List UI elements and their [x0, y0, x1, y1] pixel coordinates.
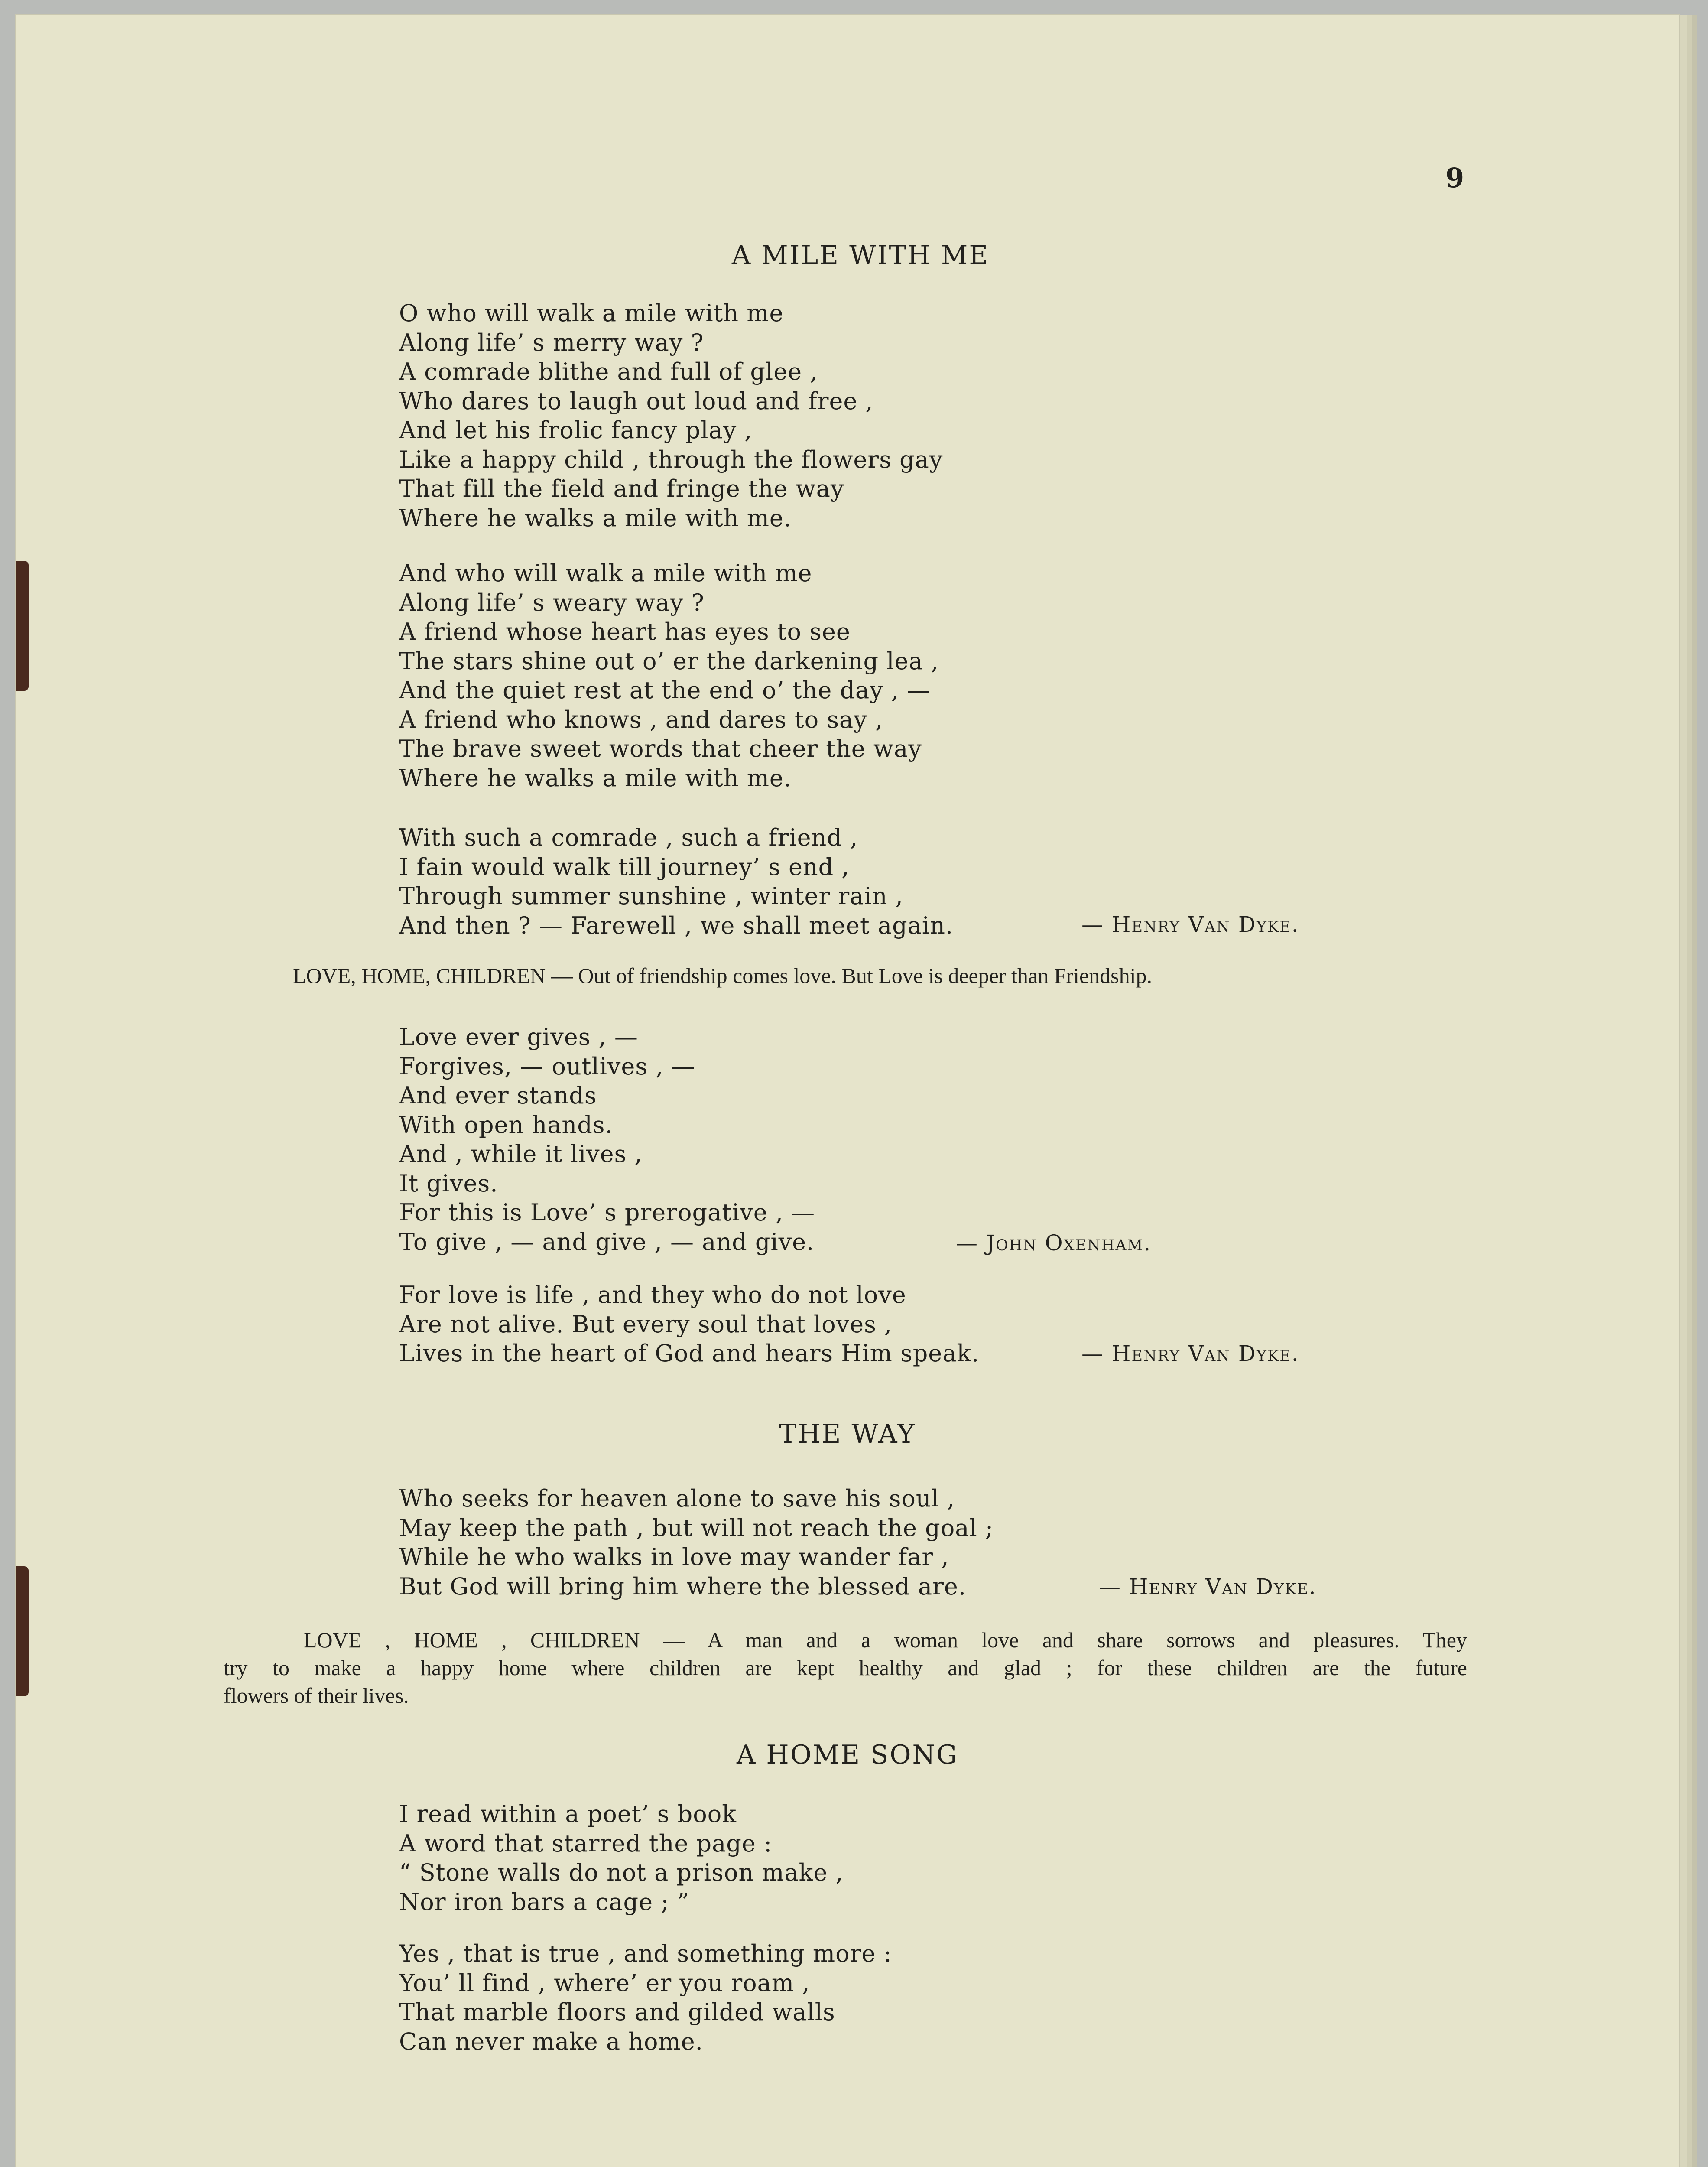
- poem-line: I read within a poet’ s book: [399, 1800, 737, 1828]
- poem-line: Through summer sunshine , winter rain ,: [399, 882, 903, 910]
- poem-line: That marble floors and gilded walls: [399, 1998, 835, 2026]
- poem-line: A friend who knows , and dares to say ,: [399, 706, 883, 733]
- poem-line: Love ever gives , —: [399, 1023, 638, 1051]
- poem-line: Can never make a home.: [399, 2027, 703, 2055]
- attribution: — Henry Van Dyke.: [1099, 1574, 1317, 1599]
- prose-line: try to make a happy home where children are kept healthy and glad ; for these children are the future: [224, 1656, 1467, 1680]
- poem-line: Are not alive. But every soul that loves ,: [399, 1310, 893, 1338]
- poem-line: I fain would walk till journey’ s end ,: [399, 853, 850, 881]
- poem-line: Forgives, — outlives , —: [399, 1052, 695, 1080]
- poem-line: A comrade blithe and full of glee ,: [399, 358, 818, 385]
- attribution: — Henry Van Dyke.: [1081, 1341, 1299, 1366]
- poem-stanza: [399, 1280, 979, 1368]
- poem-title-mile: A MILE WITH ME: [731, 240, 990, 270]
- poem-line: Where he walks a mile with me.: [399, 504, 792, 532]
- poem-line: Lives in the heart of God and hears Him speak.: [399, 1340, 980, 1367]
- poem-line: But God will bring him where the blessed are.: [399, 1572, 967, 1600]
- poem-line: O who will walk a mile with me: [399, 299, 784, 327]
- poem-line: And , while it lives ,: [399, 1140, 643, 1168]
- prose-line: LOVE , HOME , CHILDREN — A man and a woman love and share sorrows and pleasures. They: [304, 1628, 1467, 1652]
- poem-stanza: [399, 299, 943, 533]
- poem-line: That fill the field and fringe the way: [399, 475, 844, 502]
- poem-line: The stars shine out o’ er the darkening lea ,: [399, 647, 939, 675]
- prose-line: flowers of their lives.: [224, 1683, 409, 1708]
- poem-line: And then ? — Farewell , we shall meet again.: [399, 911, 954, 939]
- poem-stanza: [399, 1484, 994, 1601]
- poem-line: A friend whose heart has eyes to see: [399, 618, 851, 645]
- poem-line: To give , — and give , — and give.: [399, 1228, 815, 1256]
- poem-line: Along life’ s weary way ?: [399, 589, 705, 616]
- poem-stanza: [399, 1022, 815, 1256]
- poem-line: Along life’ s merry way ?: [399, 329, 704, 356]
- document-page: [16, 15, 1679, 2167]
- poem-stanza: [399, 559, 939, 793]
- poem-line: For love is life , and they who do not love: [399, 1281, 906, 1308]
- poem-line: And the quiet rest at the end o’ the day , —: [399, 677, 931, 704]
- poem-line: Nor iron bars a cage ; ”: [399, 1888, 690, 1916]
- page-number: 9: [1445, 162, 1464, 194]
- poem-line: With such a comrade , such a friend ,: [399, 824, 858, 851]
- prose-note: [224, 1626, 1467, 1709]
- poem-line: And who will walk a mile with me: [399, 560, 812, 587]
- staple-mark: [16, 561, 29, 691]
- staple-mark: [16, 1566, 29, 1696]
- poem-line: While he who walks in love may wander far ,: [399, 1543, 949, 1571]
- poem-line: With open hands.: [399, 1111, 613, 1139]
- poem-line: It gives.: [399, 1169, 498, 1197]
- attribution: — Henry Van Dyke.: [1081, 912, 1299, 937]
- attribution: — John Oxenham.: [956, 1230, 1152, 1256]
- poem-line: You’ ll find , where’ er you roam ,: [399, 1969, 810, 1997]
- poem-line: Yes , that is true , and something more :: [399, 1940, 892, 1967]
- poem-line: Who seeks for heaven alone to save his soul ,: [399, 1485, 955, 1512]
- poem-stanza: [399, 1939, 892, 2056]
- poem-line: Where he walks a mile with me.: [399, 764, 792, 792]
- poem-line: Who dares to laugh out loud and free ,: [399, 387, 873, 415]
- poem-line: Like a happy child , through the flowers gay: [399, 446, 943, 473]
- poem-stanza: [399, 1799, 844, 1916]
- poem-stanza: [399, 823, 953, 940]
- poem-title-home: A HOME SONG: [737, 1740, 958, 1770]
- poem-line: And let his frolic fancy play ,: [399, 416, 753, 444]
- poem-line: The brave sweet words that cheer the way: [399, 735, 922, 762]
- poem-title-way: THE WAY: [779, 1419, 916, 1449]
- poem-line: A word that starred the page :: [399, 1829, 773, 1857]
- poem-line: May keep the path , but will not reach the goal ;: [399, 1514, 994, 1542]
- poem-line: And ever stands: [399, 1082, 597, 1109]
- poem-line: For this is Love’ s prerogative , —: [399, 1199, 815, 1226]
- poem-line: “ Stone walls do not a prison make ,: [399, 1859, 844, 1886]
- prose-note: LOVE, HOME, CHILDREN — Out of friendship comes love. But Love is deeper than Friendship.: [293, 963, 1153, 988]
